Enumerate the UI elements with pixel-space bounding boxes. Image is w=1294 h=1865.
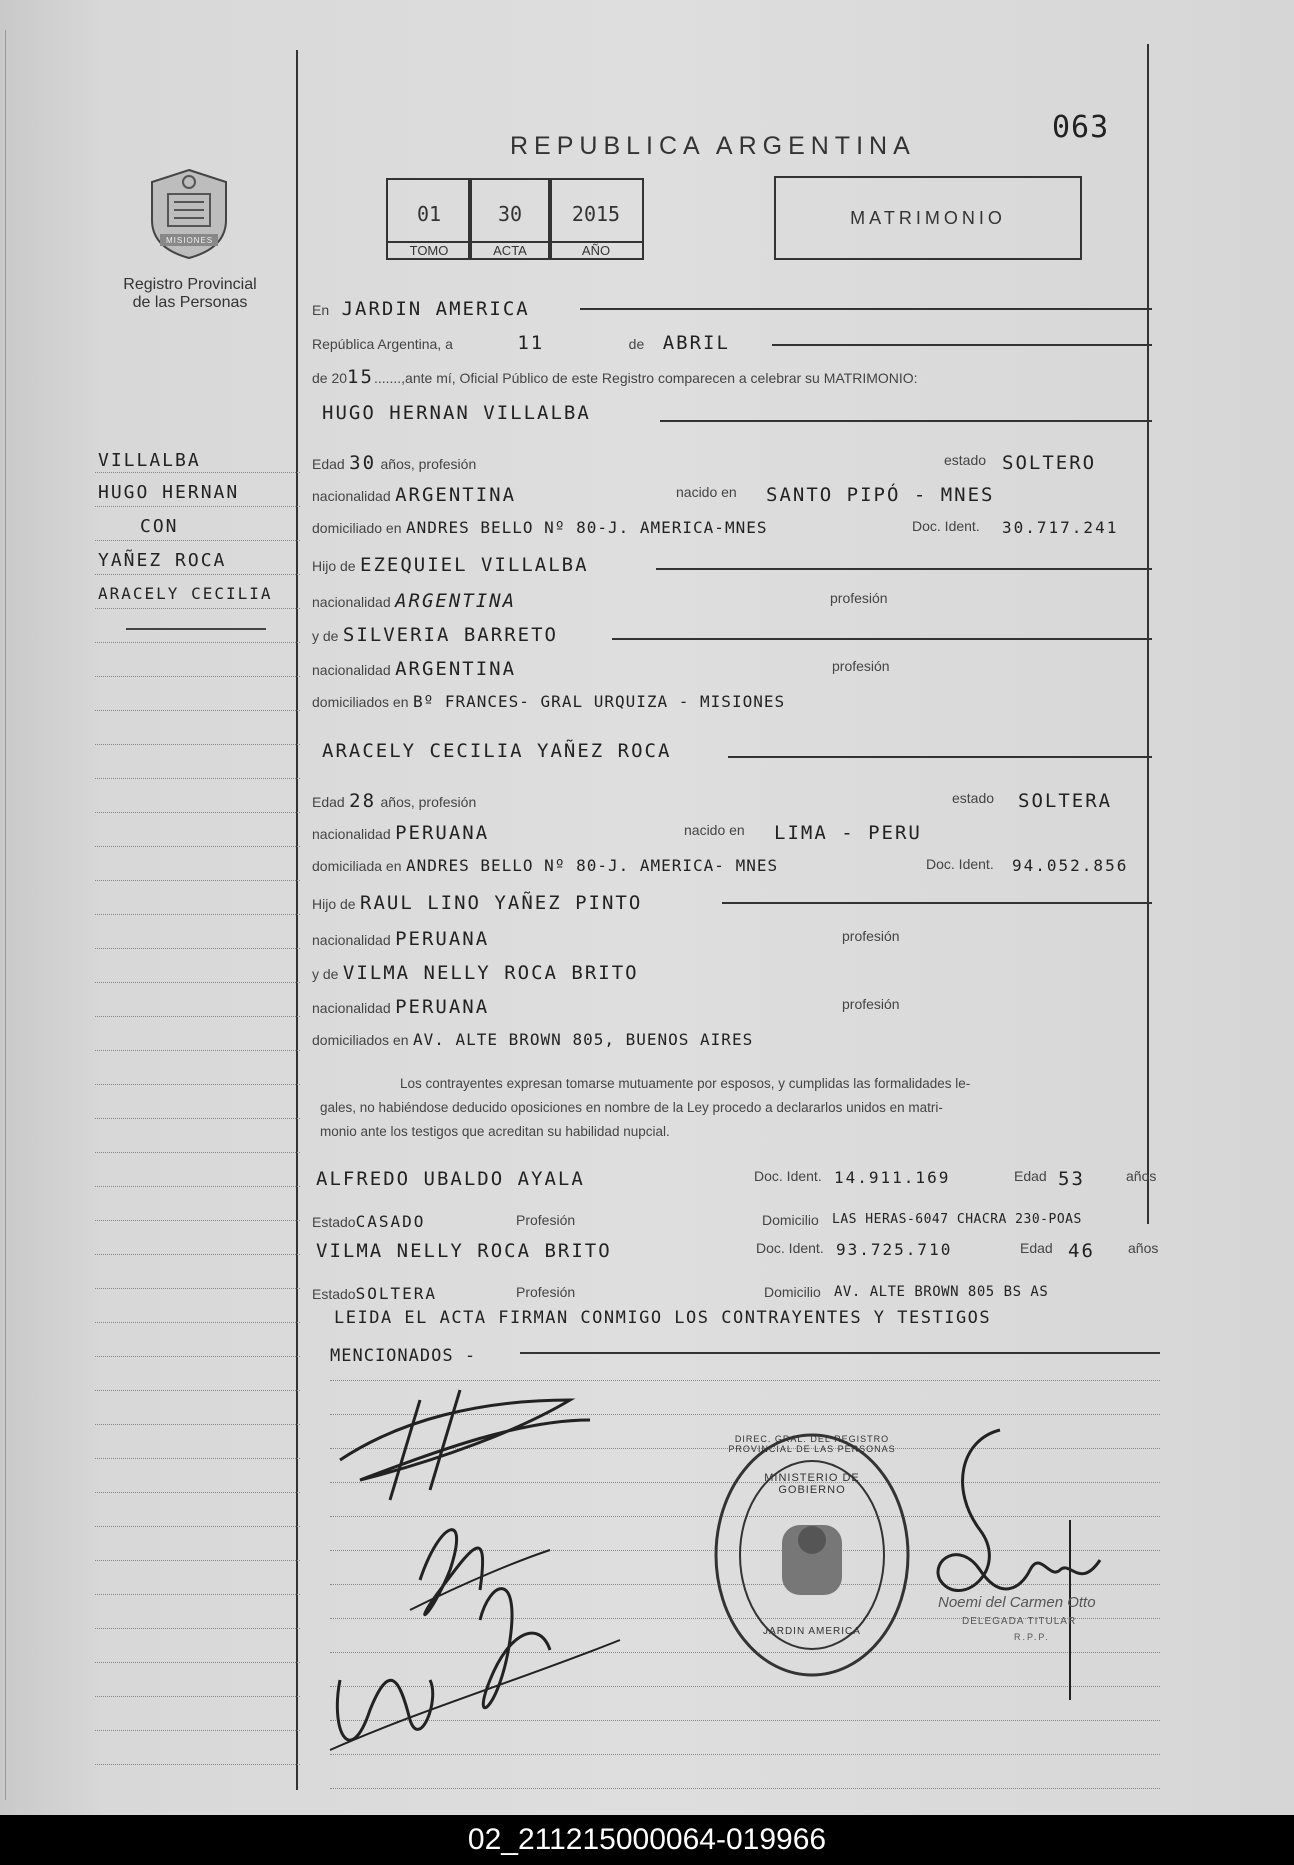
- ruled-line: [95, 1492, 300, 1493]
- bride-father: RAUL LINO YAÑEZ PINTO: [360, 892, 643, 914]
- margin-note-1: VILLALBA: [98, 450, 201, 471]
- groom-mother-nac-row: [312, 658, 1152, 688]
- anos-label: años: [1128, 1240, 1159, 1256]
- tomo-box: [386, 178, 472, 260]
- bride-name-line: [728, 756, 1152, 758]
- ruled-line: [95, 506, 300, 507]
- father-line: [656, 568, 1152, 570]
- ruled-line: [95, 1288, 300, 1289]
- groom-parents-domicilio: Bº FRANCES- GRAL URQUIZA - MISIONES: [412, 692, 786, 711]
- profesion-label: profesión: [830, 590, 888, 606]
- estado-label: estado: [952, 790, 995, 806]
- domiciliado-label: domiciliado en: [312, 520, 402, 536]
- father-line: [722, 902, 1152, 904]
- declaration-text: [320, 1072, 1156, 1144]
- ruled-line: [95, 1152, 300, 1153]
- ruled-line: [95, 1050, 300, 1051]
- official-sub: R.P.P.: [1014, 1632, 1050, 1642]
- profesion-label: Profesión: [516, 1212, 576, 1228]
- ruled-line: [95, 676, 300, 677]
- acta-label: ACTA: [470, 241, 550, 258]
- ruled-line: [95, 472, 300, 473]
- ruled-line: [95, 540, 300, 541]
- seal-icon: [712, 1430, 912, 1680]
- page-number: 063: [1052, 110, 1110, 145]
- mother-line: [612, 638, 1152, 640]
- closing-line-2: MENCIONADOS -: [330, 1346, 477, 1366]
- groom-father-nac-row: [312, 590, 1152, 620]
- witness2-estado: SOLTERA: [355, 1284, 438, 1303]
- year-value: 15: [347, 366, 374, 388]
- registry-name: [104, 276, 276, 312]
- bride-edad: 28: [349, 790, 377, 812]
- groom-mother: SILVERIA BARRETO: [342, 624, 558, 646]
- nacionalidad-label: nacionalidad: [312, 932, 391, 948]
- bride-name-row: [312, 740, 1152, 770]
- bride-nacionalidad: PERUANA: [395, 822, 490, 844]
- hijo-label: Hijo de: [312, 896, 356, 912]
- declaration-line-2: gales, no habiéndose deducido oposiciones en nombre de la Ley procedo a declararlos unidos en matri-: [320, 1100, 943, 1115]
- anos-label: años: [1126, 1168, 1157, 1184]
- ano-box: [548, 178, 644, 260]
- groom-edad-row: [312, 452, 1152, 482]
- registry-name-line1: Registro Provincial: [123, 276, 257, 293]
- bride-mother-row: [312, 962, 1152, 992]
- margin-note-3: CON: [140, 516, 179, 537]
- doc-label: Doc. Ident.: [754, 1168, 822, 1184]
- profesion-label: profesión: [842, 996, 900, 1012]
- nacionalidad-label: nacionalidad: [312, 1000, 391, 1016]
- seal-bottom-text: JARDIN AMERICA: [763, 1626, 861, 1637]
- ruled-line: [95, 1730, 300, 1731]
- witness1-edad: 53: [1058, 1168, 1085, 1190]
- groom-father-nac: ARGENTINA: [395, 590, 517, 612]
- country-title: REPUBLICA ARGENTINA: [510, 132, 916, 160]
- tomo-value: 01: [416, 202, 442, 226]
- crest-label: MISIONES: [166, 236, 214, 245]
- groom-estado: SOLTERO: [1002, 452, 1097, 474]
- groom-parents-dom-row: [312, 692, 1152, 722]
- closing-line-1: LEIDA EL ACTA FIRMAN CONMIGO LOS CONTRAYENTES Y TESTIGOS: [334, 1308, 992, 1328]
- bride-nacido: LIMA - PERU: [774, 822, 922, 844]
- domiciliado-label: domiciliada en: [312, 858, 402, 874]
- estado-label: Estado: [312, 1214, 356, 1230]
- ruled-line: [95, 574, 300, 575]
- bride-mother-nac-row: [312, 996, 1152, 1026]
- estado-label: estado: [944, 452, 987, 468]
- footer-code: 02_211215000064-019966: [0, 1815, 1294, 1865]
- witness1-domicilio: LAS HERAS-6047 CHACRA 230-POAS: [832, 1212, 1082, 1227]
- declaration-line-1: Los contrayentes expresan tomarse mutuamente por esposos, y cumplidas las formalidades le-: [400, 1076, 971, 1091]
- witness2-doc: 93.725.710: [836, 1240, 953, 1259]
- nacionalidad-label: nacionalidad: [312, 594, 391, 610]
- bride-edad-row: [312, 790, 1152, 820]
- edad-label: Edad: [312, 456, 345, 472]
- intro-year-row: [312, 366, 1152, 396]
- acta-value: 30: [497, 202, 523, 226]
- bride-domicilio: ANDRES BELLO Nº 80-J. AMERICA- MNES: [405, 856, 779, 875]
- witness1-name: ALFREDO UBALDO AYALA: [316, 1168, 585, 1190]
- ruled-line: [95, 880, 300, 881]
- groom-mother-nac: ARGENTINA: [395, 658, 517, 680]
- groom-domicilio: ANDRES BELLO Nº 80-J. AMERICA-MNES: [405, 518, 768, 537]
- witness1-row: [312, 1168, 1157, 1198]
- place-value: JARDIN AMERICA: [341, 298, 530, 320]
- ruled-line: [95, 1764, 300, 1765]
- groom-dom-row: [312, 518, 1152, 548]
- ruled-line: [95, 1118, 300, 1119]
- doc-label: Doc. Ident.: [926, 856, 994, 872]
- witness2-domicilio: AV. ALTE BROWN 805 BS AS: [834, 1284, 1049, 1300]
- margin-note-4: YAÑEZ ROCA: [98, 550, 227, 571]
- doc-label: Doc. Ident.: [756, 1240, 824, 1256]
- ruled-line: [95, 1322, 300, 1323]
- edad-label: Edad: [312, 794, 345, 810]
- ruled-line: [95, 1356, 300, 1357]
- republica-label: República Argentina, a: [312, 336, 453, 352]
- witness1-doc: 14.911.169: [834, 1168, 951, 1187]
- yde-label: y de: [312, 966, 339, 982]
- groom-nacido: SANTO PIPÓ - MNES: [766, 484, 995, 506]
- groom-edad: 30: [349, 452, 377, 474]
- ruled-line: [95, 1186, 300, 1187]
- witness2-name: VILMA NELLY ROCA BRITO: [316, 1240, 612, 1262]
- ruled-line: [95, 642, 300, 643]
- ruled-line: [95, 710, 300, 711]
- ano-value: 2015: [571, 202, 621, 226]
- groom-nac-row: [312, 484, 1152, 514]
- act-type-box: MATRIMONIO: [774, 176, 1082, 260]
- ruled-line: [95, 1084, 300, 1085]
- groom-father-row: [312, 554, 1152, 584]
- ruled-line: [95, 1526, 300, 1527]
- margin-rule: [296, 50, 298, 1790]
- groom-father: EZEQUIEL VILLALBA: [360, 554, 589, 576]
- bride-mother: VILMA NELLY ROCA BRITO: [342, 962, 639, 984]
- ruled-line: [95, 846, 300, 847]
- ruled-line: [95, 1560, 300, 1561]
- bride-father-nac: PERUANA: [395, 928, 490, 950]
- bride-parents-dom-row: [312, 1030, 1152, 1060]
- binding-edge: [5, 30, 6, 1800]
- ruled-line: [95, 1016, 300, 1017]
- bride-nac-row: [312, 822, 1152, 852]
- ruled-line: [95, 778, 300, 779]
- bride-father-row: [312, 892, 1152, 922]
- tomo-label: TOMO: [388, 241, 470, 258]
- intro-date-row: [312, 332, 1152, 362]
- ruled-line: [95, 1424, 300, 1425]
- margin-note-2: HUGO HERNAN: [98, 482, 240, 503]
- declaration-line-3: monio ante los testigos que acreditan su habilidad nupcial.: [320, 1124, 670, 1139]
- witness2-edad: 46: [1068, 1240, 1095, 1262]
- ruled-line: [95, 1696, 300, 1697]
- nacido-label: nacido en: [676, 484, 737, 500]
- domicilio-label: Domicilio: [764, 1284, 821, 1300]
- domiciliados-label: domiciliados en: [312, 694, 409, 710]
- ruled-line: [95, 1458, 300, 1459]
- bride-estado: SOLTERA: [1018, 790, 1113, 812]
- bride-dom-row: [312, 856, 1152, 886]
- registry-name-line2: de las Personas: [132, 294, 248, 311]
- hijo-label: Hijo de: [312, 558, 356, 574]
- day-value: 11: [517, 332, 545, 354]
- ruled-line: [95, 608, 300, 609]
- signatures-image: [320, 1380, 660, 1780]
- official-title: DELEGADA TITULAR: [962, 1616, 1077, 1627]
- official-name: Noemi del Carmen Otto: [938, 1594, 1096, 1611]
- nacido-label: nacido en: [684, 822, 745, 838]
- witness1-detail-row: [312, 1212, 1152, 1242]
- bride-name: ARACELY CECILIA YAÑEZ ROCA: [322, 740, 672, 762]
- intro-place-row: [312, 298, 1152, 328]
- ruled-line: [95, 982, 300, 983]
- yde-label: y de: [312, 628, 339, 644]
- ruled-line: [95, 948, 300, 949]
- groom-name: HUGO HERNAN VILLALBA: [322, 402, 591, 424]
- ante-text: .......,ante mí, Oficial Público de este Registro comparecen a celebrar su MATRIMONIO:: [373, 370, 918, 386]
- groom-mother-row: [312, 624, 1152, 654]
- date-line: [772, 344, 1152, 346]
- acta-box: [468, 178, 552, 260]
- bride-doc: 94.052.856: [1012, 856, 1129, 875]
- profesion-label: Profesión: [516, 1284, 576, 1300]
- margin-note-underline: [126, 628, 266, 630]
- profesion-label: profesión: [842, 928, 900, 944]
- closing-line: [520, 1352, 1160, 1354]
- anos-label: años, profesión: [380, 794, 477, 810]
- ruled-line: [95, 1220, 300, 1221]
- ruled-line: [95, 1662, 300, 1663]
- de20-label: de 20: [312, 370, 348, 386]
- nacionalidad-label: nacionalidad: [312, 662, 391, 678]
- ruled-line: [95, 1594, 300, 1595]
- ruled-line: [95, 744, 300, 745]
- groom-name-line: [660, 420, 1152, 422]
- province-crest-icon: [146, 166, 232, 262]
- ruled-line: [95, 1390, 300, 1391]
- groom-doc: 30.717.241: [1002, 518, 1119, 537]
- bride-father-nac-row: [312, 928, 1152, 958]
- place-line: [580, 308, 1152, 310]
- edad-label: Edad: [1014, 1168, 1047, 1184]
- month-value: ABRIL: [662, 332, 730, 354]
- domicilio-label: Domicilio: [762, 1212, 819, 1228]
- bride-parents-domicilio: AV. ALTE BROWN 805, BUENOS AIRES: [412, 1030, 754, 1049]
- ruled-line: [95, 914, 300, 915]
- domiciliados-label: domiciliados en: [312, 1032, 409, 1048]
- en-label: En: [312, 302, 330, 318]
- ruled-line: [95, 1254, 300, 1255]
- nacionalidad-label: nacionalidad: [312, 488, 391, 504]
- ruled-line: [330, 1788, 1160, 1789]
- seal-inner-text: MINISTERIO DE GOBIERNO: [764, 1472, 860, 1496]
- groom-nacionalidad: ARGENTINA: [395, 484, 517, 506]
- seal-ring-text: DIREC. GRAL. DEL REGISTRO PROVINCIAL DE LAS PERSONAS: [728, 1434, 896, 1454]
- profesion-label: profesión: [832, 658, 890, 674]
- ano-label: AÑO: [550, 241, 642, 258]
- doc-label: Doc. Ident.: [912, 518, 980, 534]
- ruled-line: [95, 1628, 300, 1629]
- estado-label: Estado: [312, 1286, 356, 1302]
- nacionalidad-label: nacionalidad: [312, 826, 391, 842]
- witness1-estado: CASADO: [355, 1212, 426, 1231]
- official-seal: [712, 1430, 912, 1680]
- edad-label: Edad: [1020, 1240, 1053, 1256]
- bride-mother-nac: PERUANA: [395, 996, 490, 1018]
- witness2-row: [312, 1240, 1159, 1270]
- de-label: de: [628, 336, 645, 352]
- margin-note-5: ARACELY CECILIA: [98, 584, 273, 603]
- ruled-line: [95, 812, 300, 813]
- groom-name-row: [312, 402, 1152, 432]
- anos-label: años, profesión: [380, 456, 477, 472]
- official-signature: [920, 1420, 1120, 1700]
